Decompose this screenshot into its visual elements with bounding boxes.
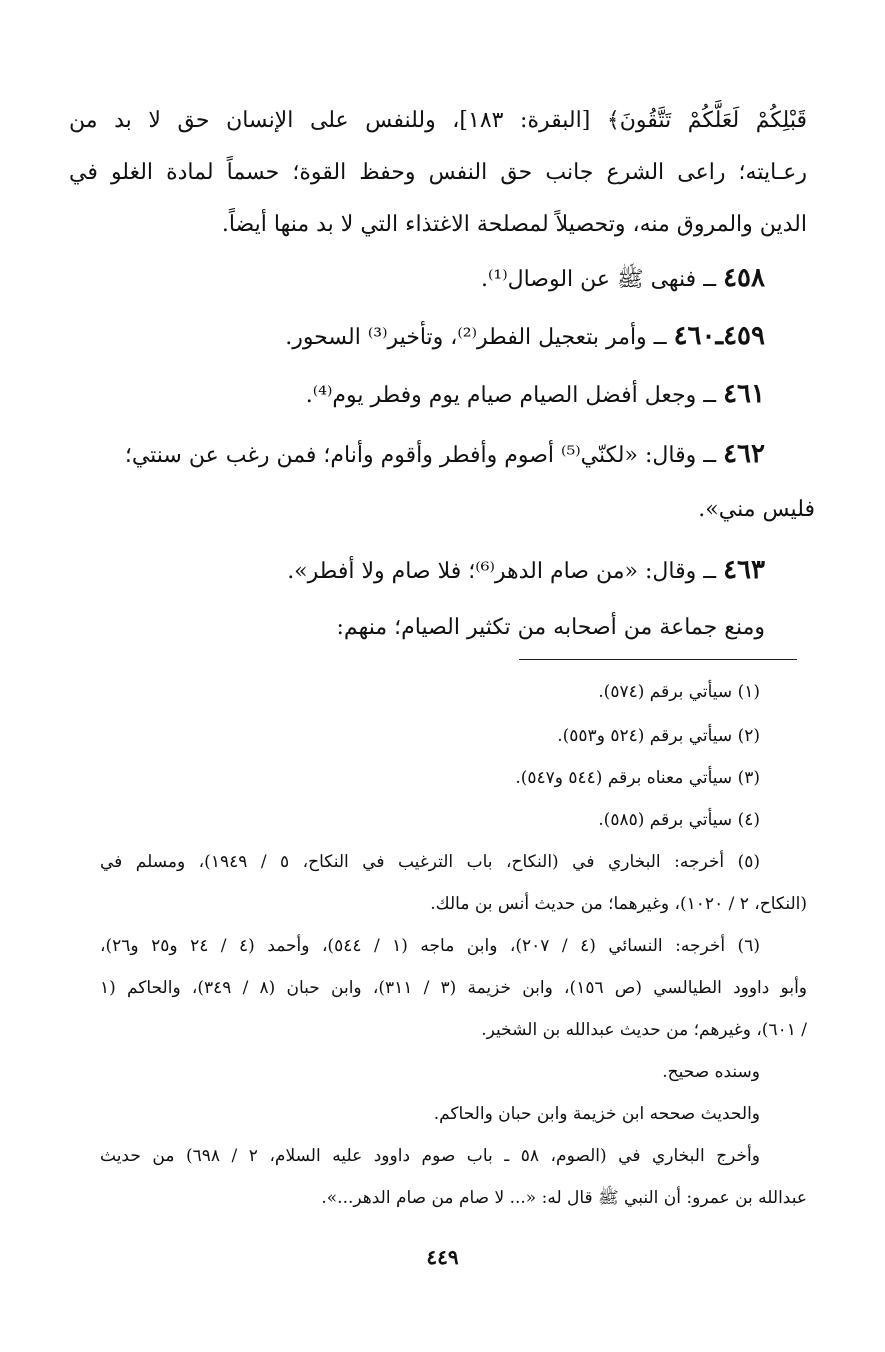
footnote-6-line-1: (٦) أخرجه: النسائي (٤ / ٢٠٧)، وابن ماجه (١ / ٥٤٤)، وأحمد (٤ / ٢٤ و٢٥ و٢٦)،	[100, 936, 760, 956]
hadith-462-continuation	[119, 484, 815, 536]
footnote-divider	[519, 659, 797, 660]
hadith-number: ٤٦١	[723, 379, 765, 409]
footnote-6-line-4: وسنده صحيح.	[662, 1062, 760, 1082]
hadith-number: ٤٦٣	[723, 555, 765, 585]
footnote-1: (١) سيأتي برقم (٥٧٤).	[598, 682, 760, 702]
closing-line: ومنع جماعة من أصحابه من تكثير الصيام؛ منهم:	[336, 615, 765, 640]
hadith-461	[69, 368, 765, 422]
hadith-text: ــ وأمر بتعجيل الفطر⁽²⁾، وتأخير⁽³⁾ السحور.	[285, 325, 674, 350]
footnote-5-line-2: (النكاح، ٢ / ١٠٢٠)، وغيرهما؛ من حديث أنس بن مالك.	[430, 894, 807, 914]
footnote-6-line-5: والحديث صححه ابن خزيمة وابن حبان والحاكم.	[433, 1104, 760, 1124]
hadith-number: ٤٦٢	[723, 439, 765, 469]
hadith-text: ــ وجعل أفضل الصيام صيام يوم وفطر يوم⁽⁴⁾.	[305, 383, 724, 408]
footnote-6-line-6: وأخرج البخاري في (الصوم، ٥٨ ـ باب صوم داوود عليه السلام، ٢ / ٦٩٨) من حديث	[100, 1146, 760, 1166]
footnote-3: (٣) سيأتي معناه برقم (٥٤٤ و٥٤٧).	[515, 768, 760, 788]
hadith-458	[69, 252, 765, 306]
footnote-2: (٢) سيأتي برقم (٥٢٤ و٥٥٣).	[557, 726, 760, 746]
intro-line-2: رعـايته؛ راعى الشرع جانب حق النفس وحفظ القوة؛ حسماً لمادة الغلو في	[69, 160, 807, 185]
hadith-462	[69, 428, 765, 482]
hadith-text: ــ فنهى ﷺ عن الوصال⁽¹⁾.	[480, 267, 724, 292]
intro-paragraph	[69, 95, 807, 251]
footnote-6-line-2: وأبو داوود الطيالسي (ص ١٥٦)، وابن خزيمة (٣ / ٣١١)، وابن حبان (٨ / ٣٤٩)، والحاكم (١	[100, 978, 807, 998]
footnote-6-line-7: عبدالله بن عمرو: أن النبي ﷺ قال له: «... لا صام من صام الدهر...».	[321, 1188, 807, 1208]
hadith-text: ــ وقال: «لكنّي⁽⁵⁾ أصوم وأفطر وأقوم وأنام؛ فمن رغب عن سنتي؛	[124, 443, 724, 468]
hadith-number: ٤٥٨	[723, 263, 765, 293]
hadith-459-460	[69, 310, 765, 364]
hadith-number: ٤٥٩ـ٤٦٠	[673, 321, 765, 351]
footnote-6-line-3: / ٦٠١)، وغيرهم؛ من حديث عبدالله بن الشخير.	[481, 1020, 807, 1040]
hadith-463	[69, 544, 765, 598]
hadith-continuation-text: فليس مني».	[698, 497, 815, 522]
intro-line-3: الدين والمروق منه، وتحصيلاً لمصلحة الاغتذاء التي لا بد منها أيضاً.	[221, 212, 807, 237]
footnote-5-line-1: (٥) أخرجه: البخاري في (النكاح، باب الترغيب في النكاح، ٥ / ١٩٤٩)، ومسلم في	[100, 852, 760, 872]
footnote-4: (٤) سيأتي برقم (٥٨٥).	[598, 810, 760, 830]
intro-line-1: قَبْلِكُمْ لَعَلَّكُمْ تَتَّقُونَ﴾ [البقرة: ١٨٣]، وللنفس على الإنسان حق لا بد من	[69, 108, 807, 133]
hadith-text: ــ وقال: «من صام الدهر⁽⁶⁾؛ فلا صام ولا أفطر».	[287, 559, 724, 584]
page-number: ٤٤٩	[426, 1245, 459, 1269]
